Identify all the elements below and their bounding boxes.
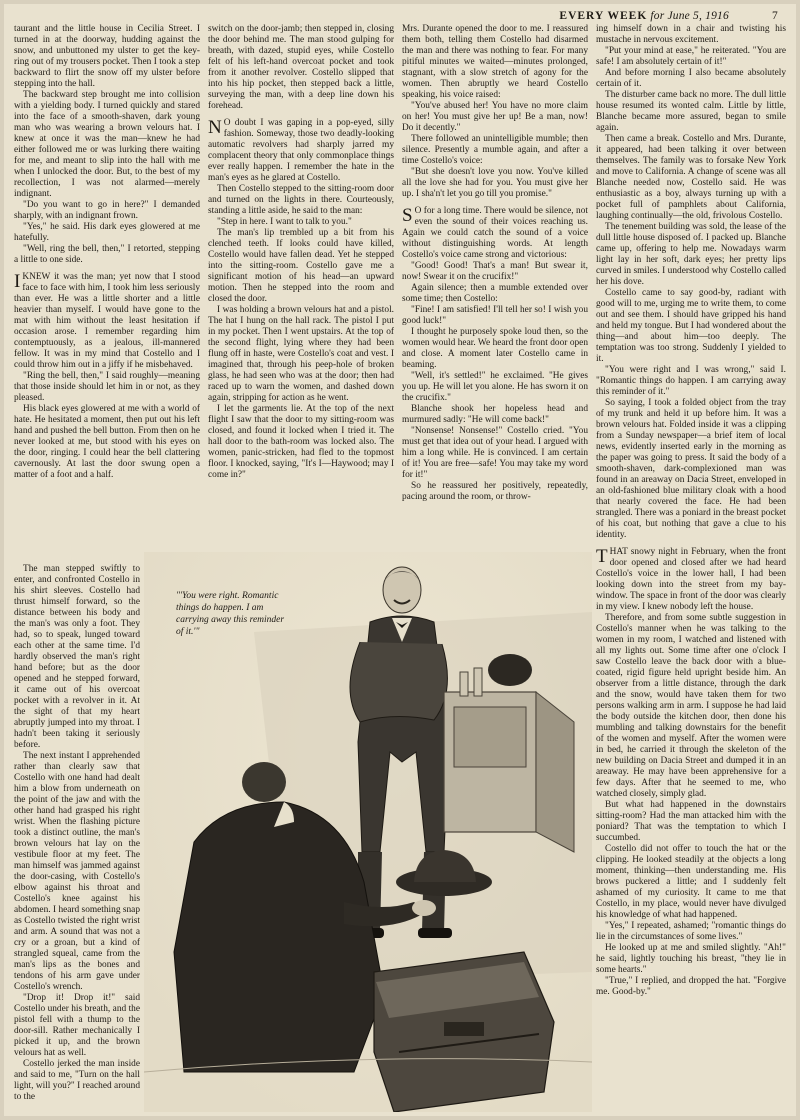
paragraph: But what had happened in the downstairs sitting-room? Had the man attacked him with the poniard? That was the temptation to which I succumbed. [596,800,786,843]
paragraph: Then Costello stepped to the sitting-room door and turned on the lights in there. Courteously, standing a little aside, he said to the man: [208,184,394,216]
magazine-title: EVERY WEEK [559,10,648,22]
paragraph: "But she doesn't love you now. You've killed all the love she had for you. You must give her up. I sha'n't let you go till you promise." [402,167,588,199]
paragraph: Mrs. Durante opened the door to me. I reassured them both, telling them Costello had disarmed the man and there was nothing to fear. For many pitiful minutes we waited—minutes prolonged, stagnant, with a slow stretch of agony for the women. Then abruptly we heard Costello speaking, his voice raised: [402,24,588,100]
paragraph: I thought he purposely spoke loud then, so the women would hear. We heard the front door open and close. A moment later Costello came in beaming. [402,327,588,370]
illustration-caption: "'You were right. Romantic things do happen. I am carrying away this reminder of it.'" [176,591,285,637]
paragraph: "You were right and I was wrong," said I. "Romantic things do happen. I am carrying away this reminder of it." [596,365,786,397]
magazine-page [4,4,796,1116]
paragraph: "Drop it! Drop it!" said Costello under his breath, and the pistol fell with a thump to the door-sill. Rather mechanically I picked it up, and the brown velours hat as well. [14,993,140,1058]
paragraph: There followed an unintelligible mumble; then silence. Presently a mumble again, and after a time Costello's voice: [402,134,588,166]
paragraph-text: KNEW it was the man; yet now that I stood face to face with him, I took him less seriously than ever. He was a little shorter and a little heavier than myself. I would have gone to the mat with him without the least hesitation if occasion arose. I remember regarding him contemptuously, as a jealous, ill-mannered fellow. It was in my mind that Costello and I could throw him out in a jiffy if he misbehaved. [14,272,200,370]
paragraph: I was holding a brown velours hat and a pistol. The hat I hung on the hall rack. The pistol I put in my pocket. Then I went upstairs. At the top of the second flight, lying where they had been flung off in haste, were Costello's coat and vest. I imagined that, through his peep-hole of broken glass, he had seen who was at the door; then had raced up to warn the women, and dashed down again, stripping for action as he went. [208,305,394,403]
paragraph: And before morning I also became absolutely certain of it. [596,68,786,89]
paragraph: "Put your mind at ease," he reiterated. "You are safe! I am absolutely certain of it!" [596,46,786,67]
paragraph: "Nonsense! Nonsense!" Costello cried. "You must get that idea out of your head. I argued with him a long while. He is convinced. I am certain of it! You are free—safe! You may take my word for it!" [402,426,588,480]
paragraph: Blanche shook her hopeless head and murmured sadly: "He will come back!" [402,404,588,425]
paragraph: Then came a break. Costello and Mrs. Durante, it appeared, had been talking it over between themselves. The family was to forsake New York and move to California. A change of scene was all Blanche needed now, Costello said. He was enthusiastic as a boy, always turning up with a pocket full of pamphlets about California, laughing continually—the old, frivolous Costello. [596,134,786,221]
paragraph: Costello jerked the man inside and said to me, "Turn on the hall light, will you?" I reached around to the [14,1059,140,1102]
dropcap-paragraph [208,118,394,184]
paragraph: I let the garments lie. At the top of the next flight I saw that the door to my sitting-room was closed, and found it locked when I tried it. The hall door to the bath-room was locked also. The women, panic-stricken, had fled to the topmost floor. I knocked, saying, "It's I—Haywood; may I come in?" [208,404,394,480]
paragraph: switch on the door-jamb; then stepped in, closing the door behind me. The man stood gulping for breath, with dazed, stupid eyes, while Costello felt of his left-hand overcoat pocket and took from it another revolver. Costello slipped that into his hip pocket, then stepped back a little, surveying the man, with a deep line down his forehead. [208,24,394,111]
paragraph-text: HAT snowy night in February, when the front door opened and closed after we had heard Costello's voice in the lower hall, I had been looking down into the street from my bay-window. The space in front of the door was clearly in my view. I knew nobody left the house. [596,547,786,612]
paragraph: He looked up at me and smiled slightly. "Ah!" he said, lightly touching his breast, "they lie in some hearts." [596,943,786,975]
paragraph: Therefore, and from some subtle suggestion in Costello's manner when he was talking to the women in my room, I watched and listened with all my lights out. Some time after one o'clock I saw Costello leave the back door with a blue-coated, rigid figure held upright beside him. An observer from a little distance, through the dark and the snow, would have taken them for two persons walking arm in arm. I suppose he had laid the body outside the kitchen door, then done his mumbling and talking downstairs for the benefit of the women and myself. After the women were in bed, he carried it through the skeleton of the new building on Dacia Street and dumped it in an areaway. He may have been apprehensive for a few days. After that he seemed to me, who watched closely, simply glad. [596,613,786,799]
paragraph: "True," I replied, and dropped the hat. "Forgive me. Good-by." [596,976,786,997]
paragraph: The man's lip trembled up a bit from his clenched teeth. If looks could have killed, Costello would have fallen dead. Yet he stepped into the sitting-room. Costello gave me a significant motion of his head—an upward motion. Then he stepped into the room and closed the door. [208,228,394,304]
trunk-object [374,952,554,1112]
running-header [559,10,778,22]
paragraph: The man stepped swiftly to enter, and confronted Costello in his shirt sleeves. Costello had thrust himself forward, so the distance between his body and the man's was only a foot. They had, so to speak, lunged toward each other at the same time. I'd hardly observed the man's right hand before; but as the door opened and he stepped forward, it came out of his overcoat pocket with a revolver in it. At the sight of that my heart abruptly jumped into my throat. I hadn't been taking it seriously before. [14,564,140,750]
drop-cap: S [402,205,413,226]
paragraph: "Fine! I am satisfied! I'll tell her so! I wish you good luck!" [402,305,588,326]
paragraph: So he reassured her positively, repeatedly, pacing around the room, or throw- [402,481,588,502]
column-4 [596,24,786,1106]
paragraph: "Do you want to go in here?" I demanded sharply, with an indignant frown. [14,200,200,221]
paragraph: The backward step brought me into collision with a yielding body. I turned quickly and stared into the face of a smooth-shaven, dark young man who was wearing a brown velours hat. I knew at once it was the man—knew he had either followed me or was lurking there waiting for me, and meant to slip into the hall with me when I unlocked the door. But, to the best of my recollection, I was not alarmed—merely indignant. [14,90,200,199]
paragraph: "Ring the bell, then," I said roughly—meaning that those inside should let him in or not, as they pleased. [14,371,200,403]
paragraph: Again silence; then a mumble extended over some time; then Costello: [402,283,588,304]
column-3 [402,24,588,546]
column-1-lower [14,564,140,1106]
paragraph-text: O for a long time. There would be silence, not even the sound of their voices reaching us. Again we could catch the sound of a voice without distinguishing words. At length Costello's voice came strong and victorious: [402,206,588,260]
paragraph: "Yes," he said. His dark eyes glowered at me hatefully. [14,222,200,243]
paragraph-text: O doubt I was gaping in a pop-eyed, silly fashion. Someway, those two deadly-looking automatic revolvers had sharply jarred my complacent theory that only commonplace things ever really happen. I remember the hate in the man's eyes as he glared at Costello. [208,118,394,183]
paragraph: The tenement building was sold, the lease of the dull little house disposed of. I packed up. Blanche came up, offering to help me. Nowadays warm light lay in her soft, dark eyes; her pretty lips curved in smiles. I understood why Costello called her his dove. [596,222,786,287]
column-2 [208,24,394,546]
paragraph: So saying, I took a folded object from the tray of my trunk and held it up before him. It was a brown velours hat. Folded inside it was a clipping from a Sunday newspaper—a brief item of local news, evidently inserted early in the morning as the paper was going to press. It said the body of a smooth-shaven, dark-complexioned man was found in an areaway on Dacia Street, enveloped in an old-fashioned blue military cloak with a hood that nearly covered the face. He had been strangled. There was a poniard in the breast pocket of his coat, but nothing that gave a clue to his identity. [596,398,786,540]
page-number: 7 [772,10,778,22]
paragraph: Costello came to say good-by, radiant with good will to me, urging me to write them, to come out and see them. I should have gripped his hand and held my tongue. But I had wondered about the thing—and about him—too deeply. The temptation was too strong. Suddenly I yielded to it. [596,288,786,364]
paragraph: ing himself down in a chair and twisting his mustache in nervous excitement. [596,24,786,45]
dropcap-paragraph [14,272,200,371]
paragraph: "Well, ring the bell, then," I retorted, stepping a little to one side. [14,244,200,265]
dropcap-paragraph [402,206,588,261]
paragraph: "You've abused her! You have no more claim on her! You must give her up! Be a man, now! Do it decently." [402,101,588,133]
paragraph: taurant and the little house in Cecilia Street. I turned in at the doorway, hudding against the snow, and unbuttoned my ulster to get the key-ring out of my trousers pocket. Then I took a step backward to flirt the snow off my ulster before stepping into the hall. [14,24,200,89]
drop-cap: I [14,271,21,292]
paragraph: Costello did not offer to touch the hat or the clipping. He looked steadily at the objects a long moment, thinking—then understanding me. His brows puckered a little; and I suddenly felt ashamed of my curiosity. It came to me that Costello, in my place, would never have divulged his knowledge of what had happened. [596,844,786,920]
drop-cap: T [596,546,608,567]
paragraph: "Yes," I repeated, ashamed; "romantic things do lie in the circumstances of some lives." [596,921,786,942]
paragraph: The disturber came back no more. The dull little house resumed its wonted calm. Little by little, Blanche became more assured, began to smile again. [596,90,786,133]
paragraph: "Good! Good! That's a man! But swear it, now! Swear it on the crucifix!" [402,261,588,282]
drop-cap: N [208,117,222,138]
dropcap-paragraph [596,547,786,613]
paragraph: His black eyes glowered at me with a world of hate. He hesitated a moment, then put out his left hand and pushed the bell button. From then on he never looked at me, but stood with his eyes on the door, ringing. I could hear the bell clattering cavernously. At last the door swung open a matter of a foot and a half. [14,404,200,480]
paragraph: "Well, it's settled!" he exclaimed. "He gives you up. He will let you alone. He has sworn it on the crucifix." [402,371,588,403]
column-1 [14,24,200,562]
paragraph: "Step in here. I want to talk to you." [217,217,352,227]
issue-date: for June 5, 1916 [650,10,729,22]
paragraph: The next instant I apprehended rather than clearly saw that Costello with one hand had dealt him a blow from underneath on the point of the jaw and with the other hand had grasped his right wrist. When the flashing picture took a distinct outline, the man's brown velours hat lay on the vestibule floor at my feet. The man himself was jammed against the door-casing, with Costello's elbow against his throat and Costello's knee against his abdomen. I heard something snap as Costello twisted the right wrist and arm. A sound that was not a cry or a groan, but a kind of strangled squeal, came from the man's lips as the bones and tendons of his arm gave under Costello's wrench. [14,751,140,992]
